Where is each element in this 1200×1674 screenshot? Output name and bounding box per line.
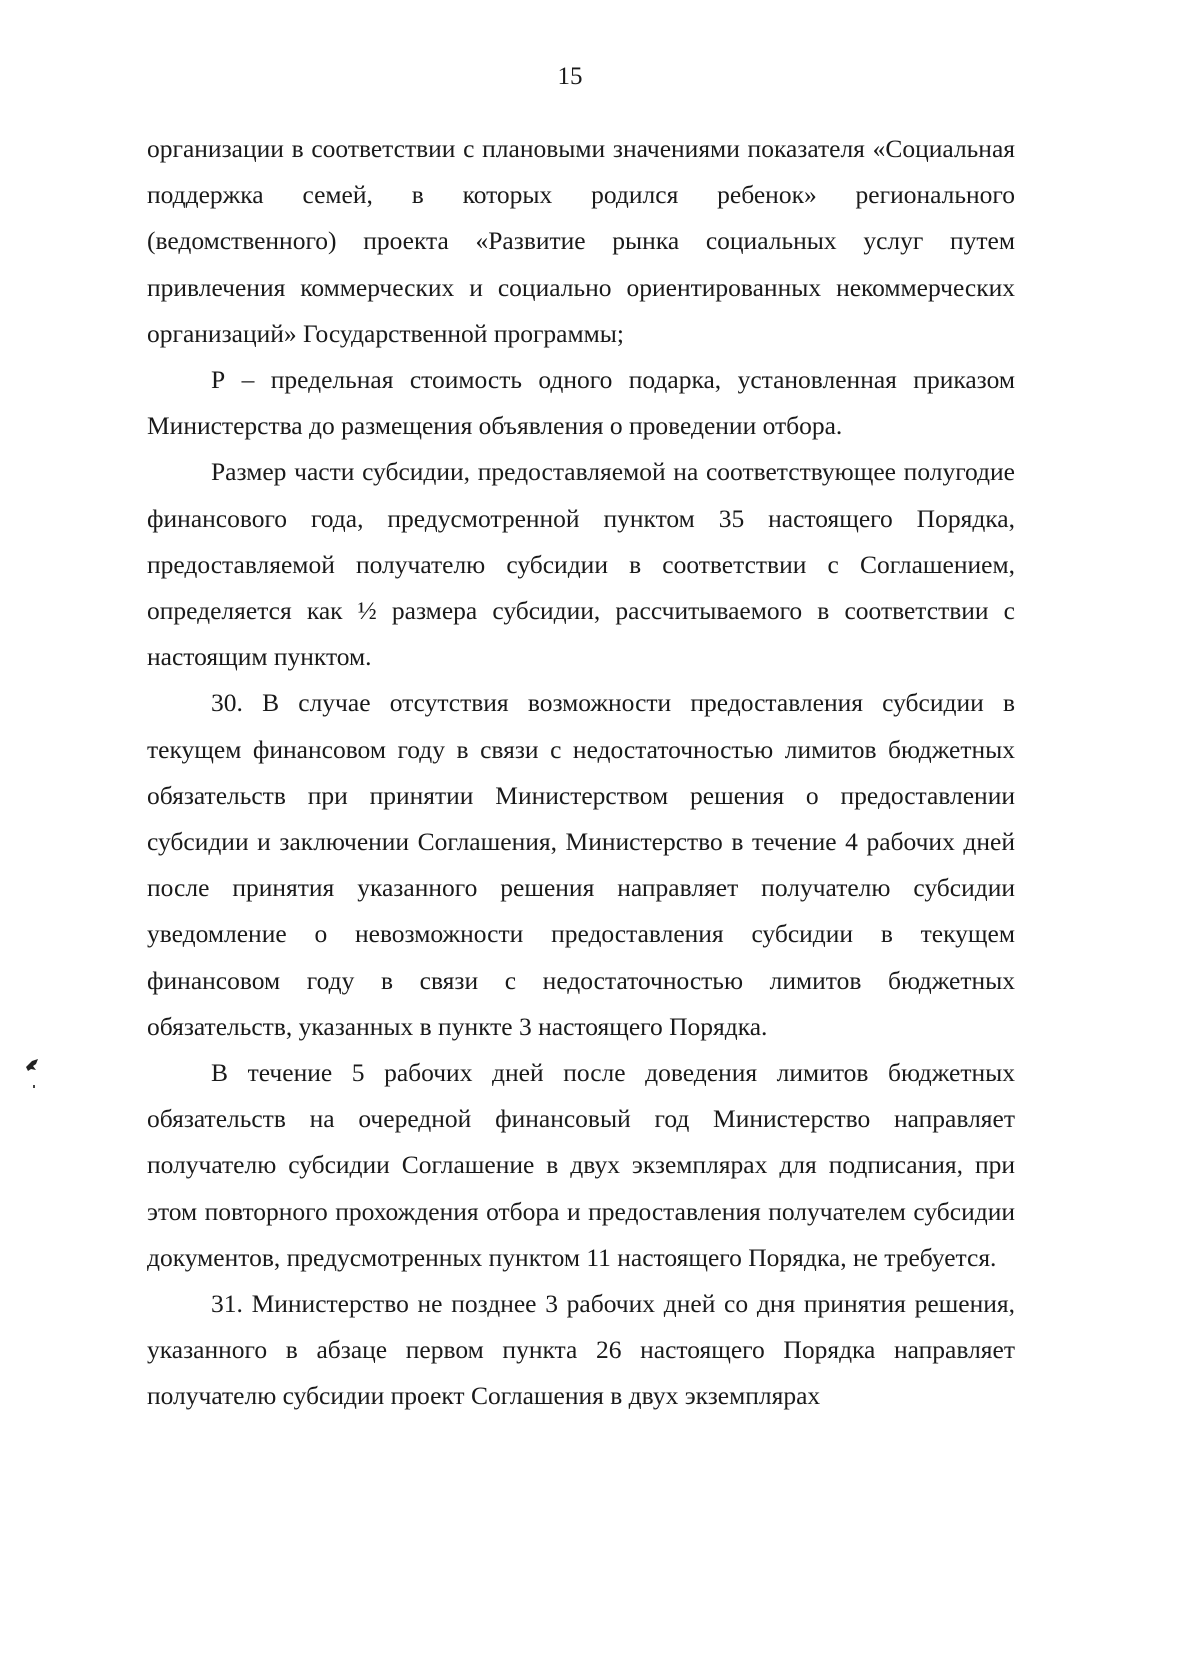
page-number: 15 [557, 63, 583, 90]
paragraph-limits-notice: В течение 5 рабочих дней после доведения лимитов бюджетных обязательств на очередной финансовый год Министерство направляет получателю субсидии Соглашение в двух экземплярах для подписания, при этом повторного прохождения отбора и предоставления получателем субсидии документов, предусмотренных пунктом 11 настоящего Порядка, не требуется. [147, 1058, 1015, 1272]
paragraph-item-31: 31. Министерство не позднее 3 рабочих дней со дня принятия решения, указанного в абзаце первом пункта 26 настоящего Порядка направляет получателю субсидии проект Соглашения в двух экземплярах [147, 1289, 1015, 1411]
body-text [147, 126, 1015, 1420]
paragraph-continuation: организации в соответствии с плановыми значениями показателя «Социальная поддержка семей, в которых родился ребенок» регионального (ведомственного) проекта «Развитие рынка социальных услуг путем привлечения коммерческих и социально ориентированных некоммерческих организаций» Государственной программы; [147, 134, 1015, 348]
paragraph-subsidy-half-year: Размер части субсидии, предоставляемой на соответствующее полугодие финансового года, предусмотренной пунктом 35 настоящего Порядка, предоставляемой получателю субсидии в соответствии с Соглашением, определяется как ½ размера субсидии, рассчитываемого в соответствии с настоящим пунктом. [147, 457, 1015, 672]
scan-speck-mark [24, 1055, 42, 1095]
paragraph-item-30: 30. В случае отсутствия возможности предоставления субсидии в текущем финансовом году в связи с недостаточностью лимитов бюджетных обязательств при принятии Министерством решения о предоставлении субсидии и заключении Соглашения, Министерство в течение 4 рабочих дней после принятия указанного решения направляет получателю субсидии уведомление о невозможности предоставления субсидии в текущем финансовом году в связи с недостаточностью лимитов бюджетных обязательств, указанных в пункте 3 настоящего Порядка. [147, 688, 1015, 1041]
paragraph-price-definition: Р – предельная стоимость одного подарка, установленная приказом Министерства до размещения объявления о проведении отбора. [147, 365, 1015, 441]
